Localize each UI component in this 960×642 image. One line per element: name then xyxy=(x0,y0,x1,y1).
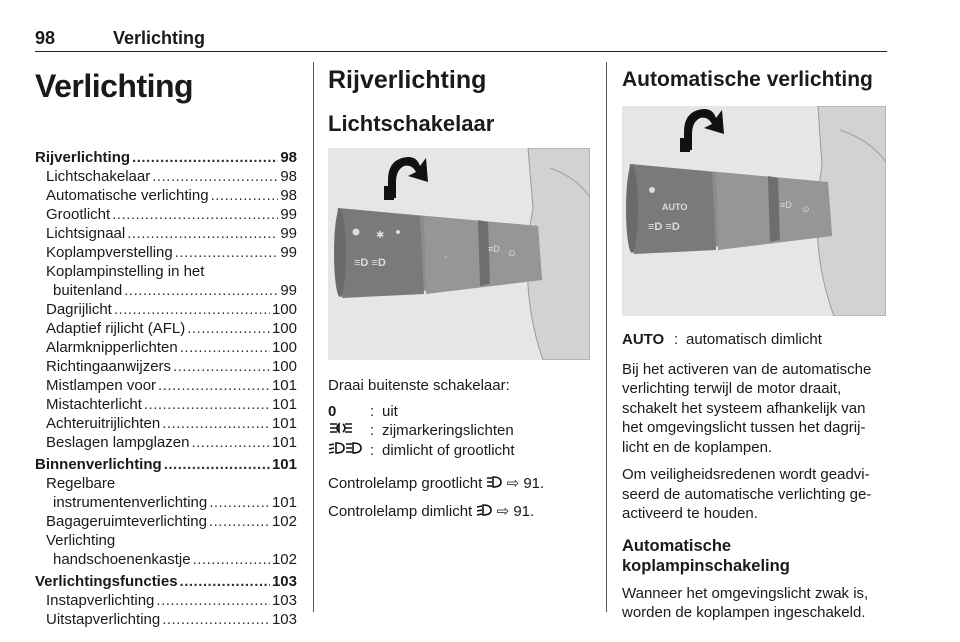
toc-entry-label: Verlichtingsfuncties xyxy=(35,573,178,590)
position-low-beam: : dimlicht of grootlicht xyxy=(328,441,590,461)
toc-entry[interactable] xyxy=(35,167,297,186)
toc-entry[interactable] xyxy=(35,572,297,591)
auto-label: AUTO xyxy=(662,202,688,212)
toc-leader-dots xyxy=(112,205,278,224)
light-switch-drawing xyxy=(328,148,590,360)
toc-entry-label: Mistlampen voor xyxy=(46,377,157,394)
toc-entry-label: Rijverlichting xyxy=(35,149,131,166)
toc-entry-label: Koplampinstelling in het xyxy=(46,263,205,280)
toc-entry-page: 101 xyxy=(271,434,297,451)
toc-entry[interactable] xyxy=(35,262,297,281)
side-light-icon xyxy=(328,421,370,441)
toc-leader-dots xyxy=(164,455,270,474)
toc-entry-page: 99 xyxy=(280,206,297,223)
toc-entry-page: 99 xyxy=(280,282,297,299)
toc-entry-label: Alarmknipperlichten xyxy=(46,339,178,356)
toc-entry-page: 99 xyxy=(280,244,297,261)
toc-entry[interactable] xyxy=(35,531,297,550)
toc-entry-label: handschoenenkastje xyxy=(53,551,191,568)
toc-leader-dots xyxy=(209,512,270,531)
toc-entry-page: 103 xyxy=(271,573,297,590)
toc-leader-dots xyxy=(156,591,270,610)
subsection-title: Lichtschakelaar xyxy=(328,111,495,136)
toc-entry[interactable] xyxy=(35,550,297,569)
svg-text:≡D ≡D: ≡D ≡D xyxy=(354,257,386,269)
svg-text:✱: ✱ xyxy=(376,230,385,241)
toc-leader-dots xyxy=(114,300,270,319)
toc-leader-dots xyxy=(180,338,270,357)
toc-entry-label: Binnenverlichting xyxy=(35,456,162,473)
toc-entry-page: 99 xyxy=(280,225,297,242)
svg-text:≡D ≡D: ≡D ≡D xyxy=(648,221,680,233)
svg-text:≡D: ≡D xyxy=(488,244,500,254)
toc-entry-page: 101 xyxy=(271,396,297,413)
toc-entry-label: Lichtsignaal xyxy=(46,225,126,242)
auto-switch-illustration xyxy=(622,106,886,316)
toc-leader-dots xyxy=(209,493,270,512)
toc-leader-dots xyxy=(191,433,270,452)
toc-entry-label: Verlichting xyxy=(46,532,116,549)
toc-leader-dots xyxy=(144,395,270,414)
toc-entry[interactable] xyxy=(35,474,297,493)
toc-entry[interactable] xyxy=(35,148,297,167)
toc-entry[interactable] xyxy=(35,243,297,262)
toc-entry[interactable] xyxy=(35,357,297,376)
position-off-text: uit xyxy=(382,402,398,420)
toc-entry-page: 101 xyxy=(271,415,297,432)
auto-switch-drawing xyxy=(622,106,886,316)
toc-entry[interactable] xyxy=(35,319,297,338)
section-title: Rijverlichting xyxy=(328,66,487,94)
toc-entry[interactable] xyxy=(35,338,297,357)
toc-entry-page: 100 xyxy=(271,358,297,375)
toc-entry[interactable] xyxy=(35,591,297,610)
paragraph-3: Wanneer het omgevingslicht zwak is, worden de koplampen ingeschakeld. xyxy=(622,584,869,621)
toc-leader-dots xyxy=(175,243,279,262)
toc-entry[interactable] xyxy=(35,186,297,205)
toc-entry-page: 101 xyxy=(271,456,297,473)
toc-leader-dots xyxy=(180,572,270,591)
toc-entry[interactable] xyxy=(35,433,297,452)
toc-entry-page: 100 xyxy=(271,301,297,318)
toc-leader-dots xyxy=(152,167,278,186)
toc-entry-label: Mistachterlicht xyxy=(46,396,142,413)
position-side-lights: : zijmarkeringslichten xyxy=(328,421,590,441)
toc-entry[interactable] xyxy=(35,205,297,224)
light-switch-illustration xyxy=(328,148,590,360)
toc-leader-dots xyxy=(193,550,270,569)
position-side-lights-text: zijmarkeringslichten xyxy=(382,422,514,439)
toc-entry-label: Bagageruimteverlichting xyxy=(46,513,207,530)
toc-leader-dots xyxy=(127,224,278,243)
auto-symbol: AUTO xyxy=(622,331,665,348)
switch-intro: Draai buitenste schakelaar: xyxy=(328,377,510,394)
ref-high-beam: Controlelamp grootlicht ⇨ 91. xyxy=(328,475,545,492)
auto-text: automatisch dimlicht xyxy=(686,331,822,348)
paragraph-2: Om veiligheidsredenen wordt geadvi-seerd de automatische verlichting ge-activeerd te houden. xyxy=(622,466,872,522)
toc-entry-label: Koplampverstelling xyxy=(46,244,173,261)
toc-entry-label: Adaptief rijlicht (AFL) xyxy=(46,320,186,337)
toc-entry-label: Dagrijlicht xyxy=(46,301,112,318)
toc-entry-label: Regelbare xyxy=(46,475,116,492)
toc-entry[interactable] xyxy=(35,281,297,300)
section-automatische-verlichting xyxy=(622,62,886,623)
toc-entry-page: 102 xyxy=(271,513,297,530)
toc-entry[interactable] xyxy=(35,395,297,414)
off-symbol: 0 xyxy=(328,402,337,420)
toc-entry-page: 100 xyxy=(271,339,297,356)
position-low-beam-text: dimlicht of grootlicht xyxy=(382,441,515,459)
subheading: Automatische koplampinschakeling xyxy=(622,536,790,575)
chapter-title: Verlichting xyxy=(35,68,194,104)
column-divider-2 xyxy=(606,62,607,612)
toc-entry-label: Uitstapverlichting xyxy=(46,611,161,628)
svg-text:⊙: ⊙ xyxy=(508,248,516,258)
toc-column xyxy=(35,62,297,629)
toc-entry-page: 98 xyxy=(280,149,297,166)
toc-leader-dots xyxy=(124,281,278,300)
switch-positions xyxy=(328,402,590,461)
toc-entry-page: 103 xyxy=(271,592,297,609)
toc-entry-label: Achteruitrijlichten xyxy=(46,415,161,432)
toc-entry-page: 103 xyxy=(271,611,297,628)
table-of-contents xyxy=(35,148,297,629)
toc-entry-label: Beslagen lampglazen xyxy=(46,434,190,451)
toc-entry-label: Lichtschakelaar xyxy=(46,168,151,185)
toc-entry-label: Grootlicht xyxy=(46,206,111,223)
toc-entry-page: 100 xyxy=(271,320,297,337)
toc-entry[interactable] xyxy=(35,414,297,433)
paragraph-1: Bij het activeren van de automatische verlichting terwijl de motor draait, schakelt het systeem afhankelijk van het omgevingslicht tussen het dagrij-licht en de koplampen. xyxy=(622,360,872,456)
toc-leader-dots xyxy=(211,186,279,205)
svg-text:⊙: ⊙ xyxy=(802,204,810,214)
toc-entry-label: Automatische verlichting xyxy=(46,187,209,204)
position-off: 0 : uit xyxy=(328,402,398,420)
toc-leader-dots xyxy=(162,610,270,629)
toc-entry[interactable] xyxy=(35,224,297,243)
toc-leader-dots xyxy=(132,148,278,167)
toc-leader-dots xyxy=(162,414,270,433)
toc-entry-label: buitenland xyxy=(53,282,123,299)
auto-definition: AUTO : automatisch dimlicht xyxy=(622,331,822,348)
high-beam-icon xyxy=(486,475,502,492)
section-title: Automatische verlichting xyxy=(622,68,873,91)
low-beam-icon xyxy=(476,503,492,520)
toc-entry-page: 101 xyxy=(271,377,297,394)
toc-entry-label: instrumentenverlichting xyxy=(53,494,208,511)
toc-entry[interactable] xyxy=(35,300,297,319)
toc-entry-page: 98 xyxy=(280,168,297,185)
page-ref-icon: ⇨ xyxy=(496,502,510,520)
toc-entry-page: 98 xyxy=(280,187,297,204)
header-title: Verlichting xyxy=(113,28,206,48)
toc-entry[interactable] xyxy=(35,610,297,629)
toc-leader-dots xyxy=(187,319,270,338)
toc-entry[interactable] xyxy=(35,493,297,512)
toc-entry-label: Richtingaanwijzers xyxy=(46,358,172,375)
toc-leader-dots xyxy=(158,376,270,395)
column-divider-1 xyxy=(313,62,314,612)
toc-entry-page: 101 xyxy=(271,494,297,511)
page-header xyxy=(35,28,887,52)
low-beam-icon xyxy=(328,441,370,461)
toc-leader-dots xyxy=(173,357,270,376)
ref-low-beam: Controlelamp dimlicht ⇨ 91. xyxy=(328,502,535,520)
toc-entry[interactable] xyxy=(35,455,297,474)
toc-entry-label: Instapverlichting xyxy=(46,592,155,609)
toc-entry[interactable] xyxy=(35,376,297,395)
svg-text:◦: ◦ xyxy=(444,252,448,262)
toc-entry[interactable] xyxy=(35,512,297,531)
toc-entry-page: 102 xyxy=(271,551,297,568)
section-rijverlichting xyxy=(328,62,590,521)
page-number: 98 xyxy=(35,28,56,48)
page-ref-icon: ⇨ xyxy=(506,475,520,492)
svg-text:≡D: ≡D xyxy=(780,200,792,210)
